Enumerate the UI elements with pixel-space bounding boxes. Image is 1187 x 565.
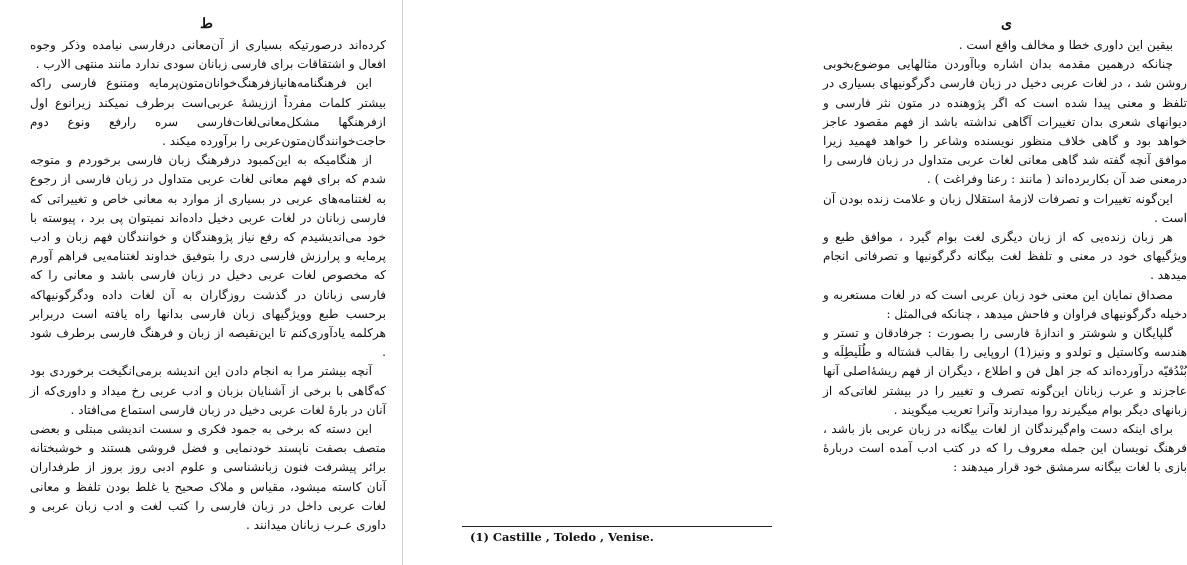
footnote: (1) Castille , Toledo , Venise. [470,530,654,544]
right-paragraph-6: گلپایگان و شوشتر و اندازهٔ فارسی را بصورت : جرفادقان و تستر و هندسه وکاستیل و تولدو و ونیز(1) اروپایی را بقالب قشتاله و طُلَیطِلَه و بُنْدُقیّه درآورده‌اند که جز اهل فن و اطلاع ، دیگران از فهم ریشهٔ‌اصلی آنها عاجزند و عرب زبانان این‌گونه تصرف و تغییر را در بیشتر لغاتی‌که از زبانهای دیگر بوام میگیرند روا میدارند وآنرا تعریب میگویند . [823,326,1187,417]
left-paragraph-5: این دسته که برخی به جمود فکری و سست اندیشی مبتلی و بعضی متصف بصفت ناپسند خودنمایی و فضل فروشی هستند و خوشبختانه برائر پیشرفت فنون زبانشناسی و علوم ادبی روز بروز از طرفداران آنان کاسته میشود، مقیاس و ملاک صحیح یا غلط بودن تلفظ و معانی لغات عربی داخل در زبان فارسی را کتب لغت و ادب زبان عربی و داوری عـرب زبانان میدانند . [30,422,386,533]
left-paragraph-2: این فرهنگنامه‌هانیازفرهنگ‌خوانان‌متون‌پرمایه ومتنوع فارسی راکه بیشتر کلمات مفرداً اززیشهٔ عربی‌است برطرف نمیکند زیرانوع اول ازفرهنگها مشکل‌معانی‌لغات‌فارسی سره رارفع ونوع دوم حاجت‌خوانندگان‌متون‌عربی را برآورده میکند . [30,76,386,149]
left-page-body [30,36,386,535]
left-paragraph-4: آنچه بیشتر مرا به انجام دادن این اندیشه برمی‌انگیخت برخوردی بود که‌گاهی با برخی از آشنایان بزبان و ادب عربی رخ میداد و داوری‌که از آنان در بارهٔ لغات عربی دخیل در زبان فارسی استماع می‌افتاد . [30,364,386,417]
left-page [0,0,402,565]
left-paragraph-3: از هنگامیکه به این‌کمبود درفرهنگ زبان فارسی برخوردم و متوجه شدم که برای فهم معانی لغات عربی متداول در زبان فارسی از رجوع به لغتنامه‌های عربی در بسیاری از موارد به معانی خاص و تغییراتی که فارسی زبانان در لغات عربی دخیل داده‌اند نمیتوان پی برد ، پیوسته با خود می‌اندیشیدم که رفع نیاز پژوهندگان و خوانندگان فهم زبان و ادب پرمایه و پرارزش فارسی دری را بتوفیق خداوند لغتنامه‌یی فراهم آورم که مخصوص لغات عربی دخیل در زبان فارسی باشد و معانی را که فارسی زبانان در گذشت روزگاران به آن لغات داده ودگرگونیهاکه برحسب طبع وویژگیهای زبان فارسی بدانها راه یافته است دربرابر هرکلمه یادآوری‌کنم تا این‌نقیصه از زبان و فرهنگ فارسی برطرف شود . [30,153,386,360]
right-page [403,0,1187,565]
left-paragraph-1: کرده‌اند درصورتیکه بسیاری از آن‌معانی درفارسی نیامده وذکر وجوه افعال و اشتقاقات برای فارسی زبانان سودی ندارد مانند منتهی الارب . [30,38,386,72]
right-paragraph-1: بیقین این داوری خطا و مخالف واقع است . [958,38,1173,52]
right-paragraph-7: برای اینکه دست وام‌گیرندگان از لغات بیگانه در زبان عربی باز باشد ، فرهنگ نویسان این جمله معروف را که در کتب ادب آمده است دربارهٔ بازی با لغات بیگانه سرمشق خود قرار میدهند : [823,422,1187,475]
left-page-number: ط [200,16,213,32]
right-paragraph-4: هر زبان زنده‌یی که از زبان دیگری لغت بوام گیرد ، موافق طبع و ویژگیهای خود در معنی و تلفظ لغت بیگانه دگرگونیها و تصرفاتی انجام میدهد . [823,230,1187,283]
footnote-rule [462,526,772,527]
right-paragraph-5: مصداق نمایان این معنی خود زبان عربی است که در لغات مستعربه و دخیله دگرگونیهای فراوان و فاحش میدهد ، چنانکه فی‌المثل : [823,287,1187,321]
right-page-body [823,36,1187,478]
right-page-number: ی [1001,16,1012,32]
right-paragraph-2: چنانکه درهمین مقدمه بدان اشاره وباآوردن مثالهایی موضوع‌بخوبی روشن شد ، در لغات عربی دخیل در زبان فارسی دگرگونیهای بسیاری در تلفظ و معنی پیدا شده است که اگر پژوهنده در متون نثر فارسی و دیوانهای شعری بدان تغییرات آگاهی نداشته باشد از فهم مقصود عاجز خواهد بود و گاهی خلاف منظور نویسنده وشاعر را خواهد فهمید زیرا موافق آنچه گفته شد گاهی معانی لغات عربی متداول در زبان فارسی را درمعنی ضد آن بکاربرده‌اند ( مانند : رعنا وفراغت ) . [823,57,1187,187]
right-paragraph-3: این‌گونه تغییرات و تصرفات لازمهٔ استقلال زبان و علامت زنده بودن آن است . [823,191,1187,225]
